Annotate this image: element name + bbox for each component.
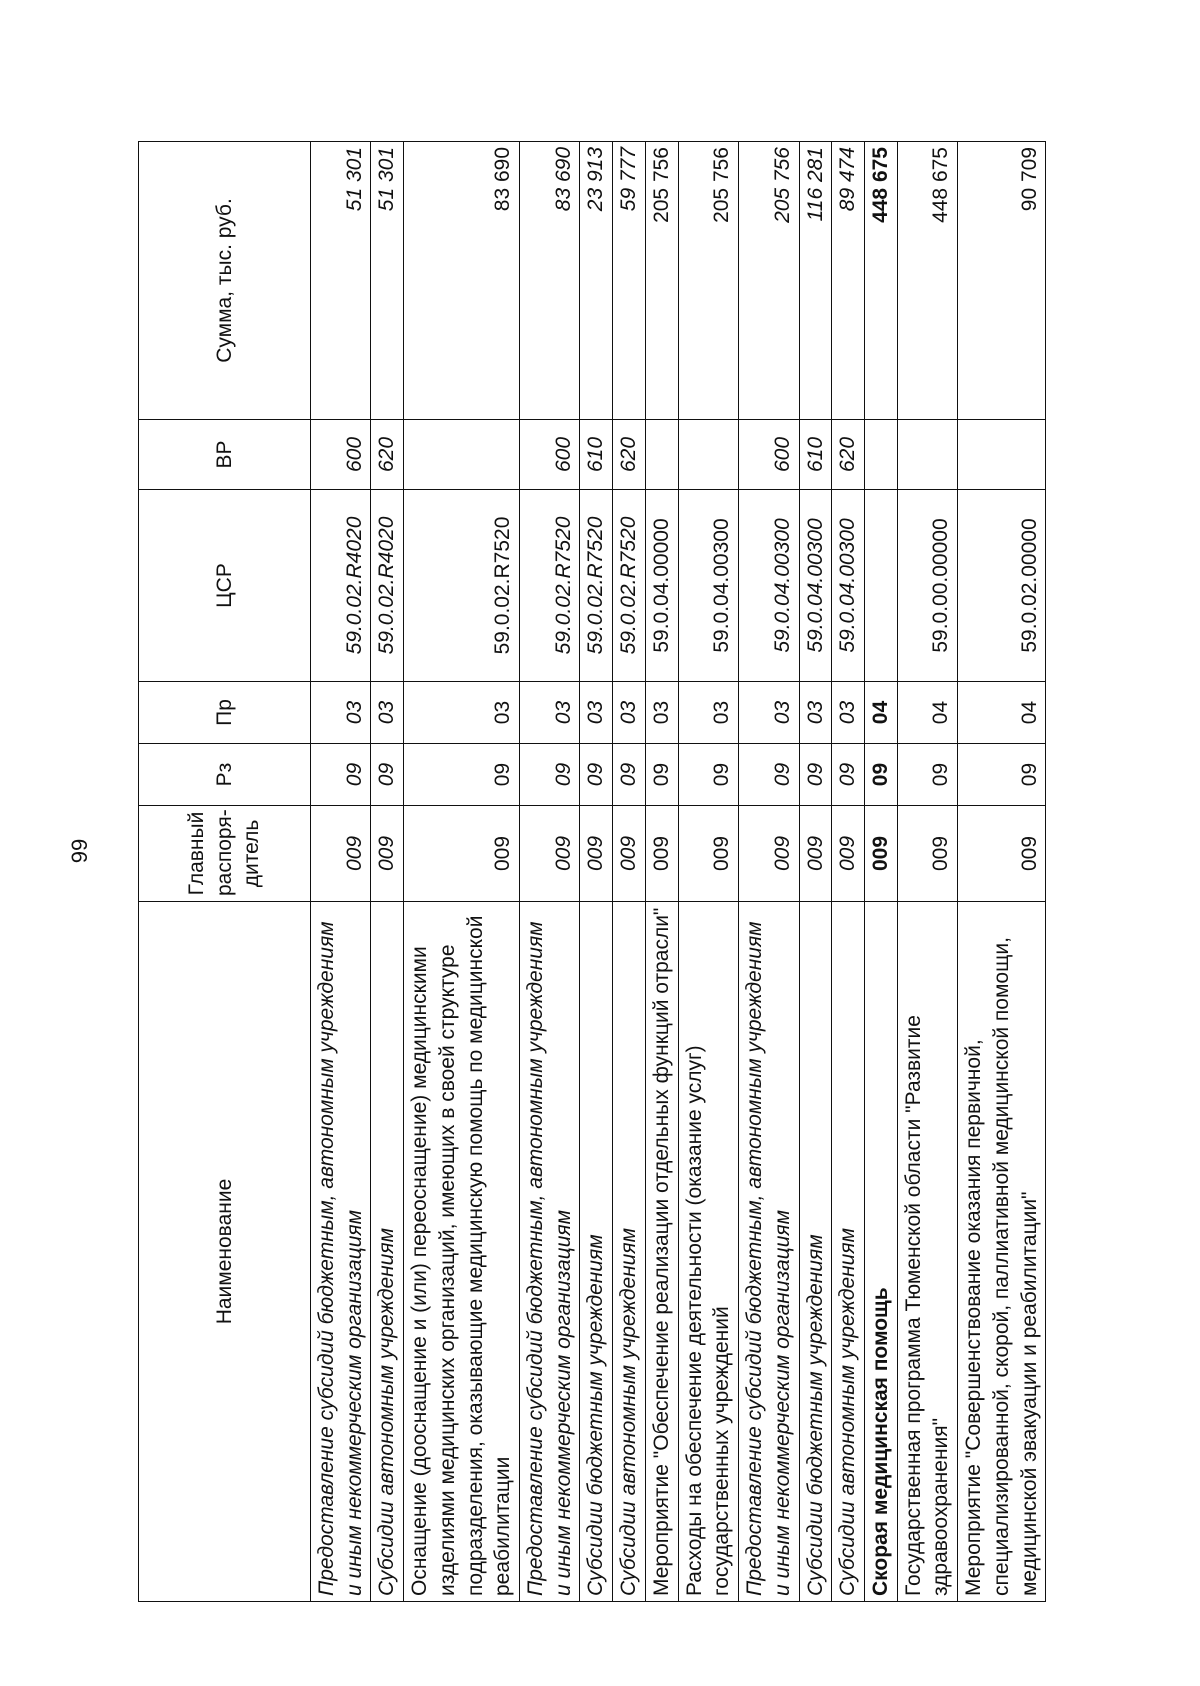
budget-table — [138, 141, 1046, 1602]
cell-rz: 09 — [520, 744, 580, 806]
table-row — [613, 142, 646, 1602]
cell-pr: 03 — [371, 682, 404, 744]
cell-name: Предоставление субсидий бюджетным, автономным учреждениям и иным некоммерческим организациям — [520, 902, 580, 1602]
cell-csr: 59.0.02.R4020 — [371, 490, 404, 682]
cell-rz: 09 — [645, 744, 678, 806]
cell-name: Мероприятие "Совершенствование оказания первичной, специализированной, скорой, паллиативной медицинской помощи, медицинской эвакуации и реабилитации" — [958, 902, 1046, 1602]
cell-vr: 620 — [832, 420, 865, 490]
table-row — [311, 142, 371, 1602]
table-row — [580, 142, 613, 1602]
cell-name: Субсидии автономным учреждениям — [613, 902, 646, 1602]
cell-csr: 59.0.02.R4020 — [311, 490, 371, 682]
cell-rz: 09 — [739, 744, 799, 806]
cell-name: Скорая медицинская помощь — [864, 902, 897, 1602]
cell-name: Расходы на обеспечение деятельности (оказание услуг) государственных учреждений — [678, 902, 738, 1602]
cell-pr: 03 — [311, 682, 371, 744]
cell-sum: 83 690 — [404, 142, 520, 420]
cell-sum: 205 756 — [739, 142, 799, 420]
cell-grbs: 009 — [897, 806, 957, 902]
cell-grbs: 009 — [958, 806, 1046, 902]
header-vr: ВР — [139, 420, 311, 490]
table-row — [897, 142, 957, 1602]
cell-name: Государственная программа Тюменской области "Развитие здравоохранения" — [897, 902, 957, 1602]
cell-rz: 09 — [580, 744, 613, 806]
cell-rz: 09 — [799, 744, 832, 806]
cell-vr: 620 — [371, 420, 404, 490]
cell-vr: 620 — [613, 420, 646, 490]
header-csr: ЦСР — [139, 490, 311, 682]
cell-vr — [678, 420, 738, 490]
table-row — [371, 142, 404, 1602]
cell-pr: 03 — [678, 682, 738, 744]
cell-csr: 59.0.04.00300 — [678, 490, 738, 682]
cell-name: Мероприятие "Обеспечение реализации отдельных функций отрасли" — [645, 902, 678, 1602]
cell-csr: 59.0.02.R7520 — [520, 490, 580, 682]
cell-pr: 03 — [799, 682, 832, 744]
cell-pr: 04 — [958, 682, 1046, 744]
cell-csr — [864, 490, 897, 682]
cell-pr: 03 — [739, 682, 799, 744]
cell-grbs: 009 — [404, 806, 520, 902]
cell-pr: 03 — [580, 682, 613, 744]
cell-rz: 09 — [404, 744, 520, 806]
cell-grbs: 009 — [864, 806, 897, 902]
cell-grbs: 009 — [311, 806, 371, 902]
cell-rz: 09 — [958, 744, 1046, 806]
cell-pr: 03 — [645, 682, 678, 744]
table-row — [864, 142, 897, 1602]
cell-name: Субсидии автономным учреждениям — [832, 902, 865, 1602]
cell-grbs: 009 — [371, 806, 404, 902]
table-row — [739, 142, 799, 1602]
cell-pr: 03 — [613, 682, 646, 744]
cell-pr: 03 — [404, 682, 520, 744]
cell-name: Оснащение (дооснащение и (или) переоснащение) медицинскими изделиями медицинских организаций, имеющих в своей структуре подразделения, оказывающие медицинскую помощь по медицинской реабилитации — [404, 902, 520, 1602]
cell-sum: 83 690 — [520, 142, 580, 420]
cell-csr: 59.0.04.00300 — [739, 490, 799, 682]
cell-sum: 89 474 — [832, 142, 865, 420]
cell-rz: 09 — [897, 744, 957, 806]
cell-vr — [864, 420, 897, 490]
cell-csr: 59.0.04.00000 — [645, 490, 678, 682]
cell-rz: 09 — [311, 744, 371, 806]
cell-vr: 610 — [580, 420, 613, 490]
table-row — [520, 142, 580, 1602]
cell-name: Субсидии бюджетным учреждениям — [799, 902, 832, 1602]
cell-vr: 600 — [311, 420, 371, 490]
table-row — [404, 142, 520, 1602]
cell-sum: 448 675 — [897, 142, 957, 420]
header-sum: Сумма, тыс. руб. — [139, 142, 311, 420]
cell-sum: 90 709 — [958, 142, 1046, 420]
cell-name: Предоставление субсидий бюджетным, автономным учреждениям и иным некоммерческим организациям — [739, 902, 799, 1602]
cell-grbs: 009 — [678, 806, 738, 902]
cell-pr: 04 — [897, 682, 957, 744]
table-row — [958, 142, 1046, 1602]
cell-grbs: 009 — [520, 806, 580, 902]
cell-csr: 59.0.04.00300 — [799, 490, 832, 682]
table-row — [678, 142, 738, 1602]
cell-sum: 51 301 — [311, 142, 371, 420]
cell-rz: 09 — [371, 744, 404, 806]
cell-pr: 04 — [864, 682, 897, 744]
cell-vr — [958, 420, 1046, 490]
table-row — [832, 142, 865, 1602]
cell-csr: 59.0.02.R7520 — [580, 490, 613, 682]
rotated-budget-table — [138, 142, 1043, 1602]
cell-vr — [645, 420, 678, 490]
cell-rz: 09 — [864, 744, 897, 806]
cell-vr — [897, 420, 957, 490]
cell-pr: 03 — [520, 682, 580, 744]
cell-rz: 09 — [832, 744, 865, 806]
cell-csr: 59.0.00.00000 — [897, 490, 957, 682]
cell-grbs: 009 — [645, 806, 678, 902]
cell-pr: 03 — [832, 682, 865, 744]
table-row — [799, 142, 832, 1602]
header-pr: Пр — [139, 682, 311, 744]
cell-name: Субсидии бюджетным учреждениям — [580, 902, 613, 1602]
cell-grbs: 009 — [739, 806, 799, 902]
header-name: Наименование — [139, 902, 311, 1602]
cell-sum: 205 756 — [678, 142, 738, 420]
cell-vr: 610 — [799, 420, 832, 490]
cell-vr: 600 — [520, 420, 580, 490]
page-number: 99 — [67, 838, 93, 864]
cell-csr: 59.0.02.00000 — [958, 490, 1046, 682]
cell-vr: 600 — [739, 420, 799, 490]
cell-grbs: 009 — [832, 806, 865, 902]
cell-csr: 59.0.04.00300 — [832, 490, 865, 682]
cell-grbs: 009 — [580, 806, 613, 902]
cell-sum: 116 281 — [799, 142, 832, 420]
header-grbs: Главный распоря-дитель — [139, 806, 311, 902]
cell-sum: 205 756 — [645, 142, 678, 420]
cell-sum: 59 777 — [613, 142, 646, 420]
cell-csr: 59.0.02.R7520 — [613, 490, 646, 682]
cell-rz: 09 — [613, 744, 646, 806]
table-row — [645, 142, 678, 1602]
cell-sum: 448 675 — [864, 142, 897, 420]
cell-grbs: 009 — [613, 806, 646, 902]
header-row — [139, 142, 311, 1602]
cell-name: Предоставление субсидий бюджетным, автономным учреждениям и иным некоммерческим организациям — [311, 902, 371, 1602]
header-rz: Рз — [139, 744, 311, 806]
cell-name: Субсидии автономным учреждениям — [371, 902, 404, 1602]
cell-csr: 59.0.02.R7520 — [404, 490, 520, 682]
cell-sum: 51 301 — [371, 142, 404, 420]
cell-rz: 09 — [678, 744, 738, 806]
cell-grbs: 009 — [799, 806, 832, 902]
cell-sum: 23 913 — [580, 142, 613, 420]
cell-vr — [404, 420, 520, 490]
